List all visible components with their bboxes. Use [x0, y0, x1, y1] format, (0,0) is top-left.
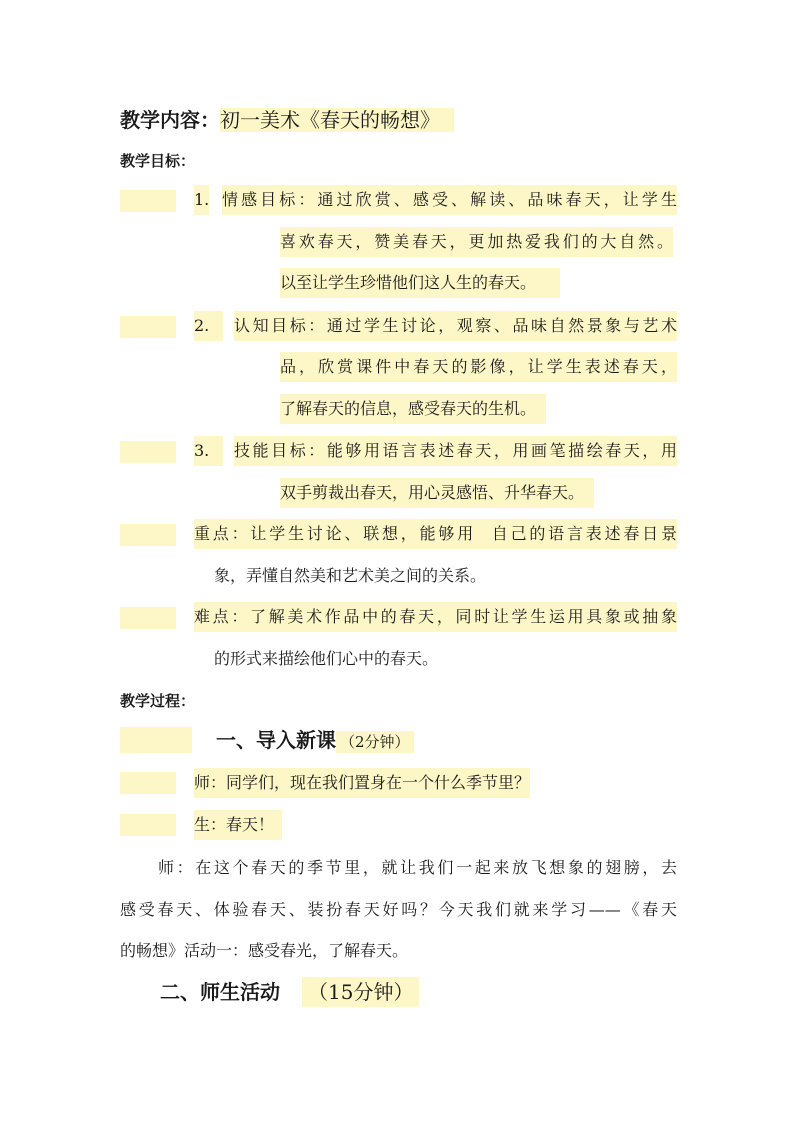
indent-highlight	[120, 441, 176, 463]
objective-2-number: 2.	[194, 311, 223, 341]
section-1-heading	[216, 724, 414, 758]
section-2-title: 二、师生活动	[160, 980, 280, 1004]
lesson-title: 初一美术《春天的畅想》	[220, 108, 454, 132]
lesson-content-label: 教学内容：	[120, 108, 220, 132]
objective-3-line-2: 双手剪裁出春天，用心灵感悟、升华春天。	[280, 478, 594, 508]
indent-highlight	[120, 772, 176, 794]
process-heading: 教学过程：	[120, 692, 196, 710]
teacher-paragraph-line-2: 感受春天、体验春天、装扮春天好吗？今天我们就来学习——《春天	[120, 900, 677, 919]
objective-2-line-2: 品，欣赏课件中春天的影像，让学生表述春天，	[280, 352, 677, 382]
section-2-duration: （15分钟）	[302, 977, 419, 1007]
teacher-paragraph-line-1: 师：在这个春天的季节里，就让我们一起来放飞想象的翅膀，去	[158, 858, 677, 877]
indent-highlight	[120, 190, 176, 212]
objective-3-number: 3.	[194, 436, 223, 466]
student-answer: 生：春天！	[194, 810, 282, 840]
indent-highlight	[120, 316, 176, 338]
objective-1-line-3: 以至让学生珍惜他们这人生的春天。	[280, 268, 560, 298]
objective-1-line-1: 情感目标：通过欣赏、感受、解读、品味春天，让学生	[222, 185, 677, 215]
objective-1-line-2: 喜欢春天，赞美春天，更加热爱我们的大自然。	[280, 227, 673, 257]
lesson-content-line	[120, 104, 454, 136]
teacher-question: 师：同学们，现在我们置身在一个什么季节里？	[194, 768, 530, 798]
indent-highlight	[120, 524, 176, 546]
objectives-heading: 教学目标：	[120, 152, 196, 170]
key-point-line-2: 象，弄懂自然美和艺术美之间的关系。	[214, 566, 487, 585]
section-2-heading	[160, 976, 419, 1008]
objective-3-line-1: 技能目标：能够用语言表述春天，用画笔描绘春天，用	[234, 436, 677, 466]
indent-highlight	[120, 814, 176, 836]
objective-2-line-1: 认知目标：通过学生讨论，观察、品味自然景象与艺术	[234, 311, 677, 341]
objective-1-number: 1.	[194, 185, 209, 215]
teacher-paragraph-line-3: 的畅想》活动一：感受春光，了解春天。	[120, 941, 409, 960]
difficulty-line-2: 的形式来描绘他们心中的春天。	[214, 649, 439, 668]
indent-highlight	[120, 607, 176, 629]
section-1-title: 一、导入新课	[216, 728, 336, 752]
key-point-line-1: 重点：让学生讨论、联想，能够用 自己的语言表述春日景	[194, 519, 677, 549]
indent-highlight	[120, 727, 192, 753]
objective-2-line-3: 了解春天的信息，感受春天的生机。	[280, 394, 546, 424]
section-1-duration: （2分钟）	[336, 731, 414, 753]
difficulty-line-1: 难点：了解美术作品中的春天，同时让学生运用具象或抽象	[194, 602, 677, 632]
